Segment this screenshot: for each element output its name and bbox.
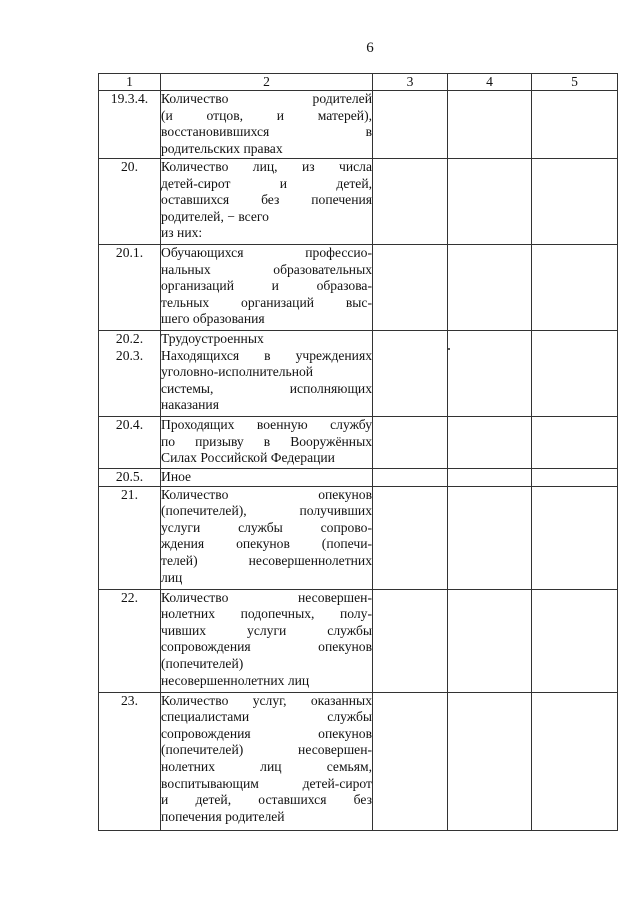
row-number-cell [99, 245, 161, 331]
value-cell-4 [448, 245, 532, 331]
description-line: (попечителей), получивших [161, 503, 372, 519]
table-row [99, 331, 618, 417]
description-line: Количество родителей [161, 91, 372, 106]
header-cell-5: 5 [532, 74, 618, 91]
row-number-cell [99, 692, 161, 830]
description-line: (попечителей) несовершен- [161, 742, 372, 758]
description-line: услуги службы сопрово- [161, 519, 372, 535]
stray-mark [448, 348, 450, 350]
header-cell-2: 2 [161, 74, 373, 91]
row-description-cell [161, 692, 373, 830]
description-line: ждения опекунов (попечи- [161, 536, 372, 552]
page-number: 6 [366, 40, 374, 56]
description-line: Находящихся в учреждениях [161, 347, 372, 363]
value-cell-4 [448, 486, 532, 589]
description-line: нолетних лиц семьям, [161, 758, 372, 774]
value-cell-3 [373, 589, 448, 692]
row-number: 23. [121, 692, 138, 708]
description-line: родительских правах [161, 140, 283, 156]
row-description-cell [161, 589, 373, 692]
row-number: 21. [121, 486, 138, 502]
description-line: сопровождения опекунов [161, 725, 372, 741]
row-description-cell [161, 486, 373, 589]
value-cell-5 [532, 589, 618, 692]
description-line: (попечителей) [161, 655, 244, 671]
description-line: нальных образовательных [161, 261, 372, 277]
description-line: несовершеннолетних лиц [161, 672, 310, 688]
value-cell-3 [373, 417, 448, 469]
value-cell-4 [448, 331, 532, 417]
description-line: детей-сирот и детей, [161, 175, 372, 191]
description-line: Силах Российской Федерации [161, 450, 335, 466]
row-description-cell [161, 91, 373, 159]
row-number: 20.2. [115, 331, 144, 346]
description-line: телей) несовершеннолетних [161, 552, 372, 568]
table-row [99, 486, 618, 589]
description-line: системы, исполняющих [161, 380, 372, 396]
row-number-cell [99, 417, 161, 469]
row-number: 20.4. [115, 417, 144, 432]
value-cell-5 [532, 331, 618, 417]
row-description-cell [161, 159, 373, 245]
table-body [99, 91, 618, 831]
row-number-cell [99, 469, 161, 487]
description-line: и детей, оставшихся без [161, 792, 372, 808]
value-cell-5 [532, 159, 618, 245]
description-line: чивших услуги службы [161, 622, 372, 638]
report-table [98, 73, 618, 831]
row-number: 19.3.4. [110, 91, 149, 106]
description-line: тельных организаций выс- [161, 294, 372, 310]
value-cell-3 [373, 159, 448, 245]
description-line: восстановившихся в [161, 124, 372, 140]
table-row [99, 589, 618, 692]
value-cell-4 [448, 91, 532, 159]
description-line: воспитывающим детей-сирот [161, 775, 372, 791]
value-cell-3 [373, 692, 448, 830]
description-line: из них: [161, 225, 203, 241]
value-cell-4 [448, 417, 532, 469]
description-line: шего образования [161, 311, 265, 327]
row-number: 20.3. [115, 347, 144, 363]
description-line: уголовно-исполнительной [161, 364, 314, 380]
row-number: 20.5. [115, 469, 144, 484]
description-line: Обучающихся профессио- [161, 245, 372, 260]
row-description-cell [161, 245, 373, 331]
description-line: наказания [161, 397, 219, 413]
value-cell-4 [448, 692, 532, 830]
value-cell-4 [448, 469, 532, 487]
table-row [99, 159, 618, 245]
header-cell-4: 4 [448, 74, 532, 91]
row-number-cell [99, 159, 161, 245]
description-line: попечения родителей [161, 808, 285, 824]
description-line: Количество опекунов [161, 486, 372, 502]
description-line: оставшихся без попечения [161, 192, 372, 208]
description-line: Количество лиц, из числа [161, 159, 372, 174]
row-number-cell [99, 331, 161, 417]
table-row [99, 692, 618, 830]
row-number-cell [99, 486, 161, 589]
description-line: (и отцов, и матерей), [161, 107, 372, 123]
row-number: 22. [121, 589, 138, 605]
description-line: Трудоустроенных [161, 331, 264, 346]
value-cell-5 [532, 245, 618, 331]
header-cell-3: 3 [373, 74, 448, 91]
row-number: 20. [121, 159, 138, 174]
description-line: нолетних подопечных, полу- [161, 606, 372, 622]
value-cell-3 [373, 486, 448, 589]
header-cell-1: 1 [99, 74, 161, 91]
value-cell-5 [532, 91, 618, 159]
row-number-cell [99, 91, 161, 159]
value-cell-4 [448, 589, 532, 692]
table-row [99, 91, 618, 159]
value-cell-4 [448, 159, 532, 245]
table-row [99, 417, 618, 469]
row-number-cell [99, 589, 161, 692]
row-description-cell [161, 331, 373, 417]
table-row [99, 469, 618, 487]
row-description-cell [161, 417, 373, 469]
value-cell-5 [532, 486, 618, 589]
description-line: по призыву в Вооружённых [161, 433, 372, 449]
value-cell-3 [373, 331, 448, 417]
value-cell-3 [373, 245, 448, 331]
table-row [99, 245, 618, 331]
value-cell-5 [532, 417, 618, 469]
value-cell-3 [373, 469, 448, 487]
description-line: Количество услуг, оказанных [161, 692, 372, 708]
description-line: Проходящих военную службу [161, 417, 372, 432]
description-line: специалистами службы [161, 709, 372, 725]
description-line: сопровождения опекунов [161, 639, 372, 655]
row-description-cell [161, 469, 373, 487]
row-number: 20.1. [115, 245, 144, 260]
description-line: родителей, − всего [161, 208, 269, 224]
description-line: лиц [161, 569, 183, 585]
description-line: организаций и образова- [161, 278, 372, 294]
header-row [99, 74, 618, 91]
value-cell-3 [373, 91, 448, 159]
value-cell-5 [532, 469, 618, 487]
description-line: Иное [161, 469, 192, 484]
value-cell-5 [532, 692, 618, 830]
description-line: Количество несовершен- [161, 589, 372, 605]
